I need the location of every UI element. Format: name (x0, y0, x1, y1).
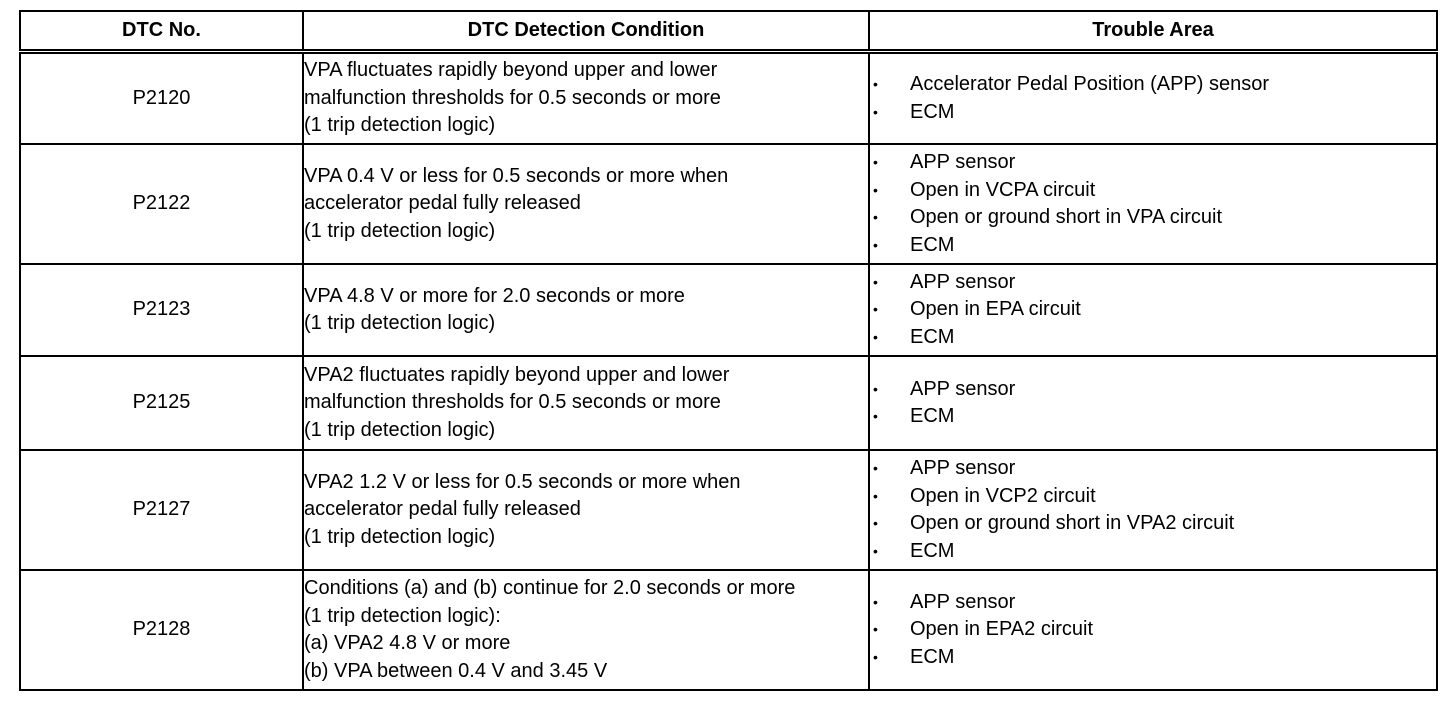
detection-condition (303, 52, 869, 145)
condition-line: malfunction thresholds for 0.5 seconds or more (304, 391, 721, 414)
trouble-area (869, 52, 1437, 145)
header-dtc-no: DTC No. (20, 11, 303, 52)
trouble-area-item: • Accelerator Pedal Position (APP) sensor (870, 71, 1436, 99)
condition-line: (1 trip detection logic): (304, 604, 501, 627)
trouble-area-item: • APP sensor (870, 589, 1436, 617)
condition-line: VPA2 fluctuates rapidly beyond upper and lower (304, 363, 730, 386)
trouble-area-item: • APP sensor (870, 376, 1436, 404)
dtc-code: P2122 (20, 144, 303, 264)
trouble-area-item: • Open or ground short in VPA2 circuit (870, 510, 1436, 538)
condition-line: Conditions (a) and (b) continue for 2.0 seconds or more (304, 577, 796, 599)
condition-line: malfunction thresholds for 0.5 seconds or more (304, 86, 721, 109)
table-row (20, 52, 1437, 145)
table-row (20, 570, 1437, 690)
trouble-area (869, 144, 1437, 264)
header-trouble-area: Trouble Area (869, 11, 1437, 52)
condition-line: (1 trip detection logic) (304, 418, 496, 441)
trouble-area (869, 356, 1437, 450)
trouble-area (869, 264, 1437, 356)
trouble-area-item: • ECM (870, 403, 1436, 431)
trouble-area (869, 570, 1437, 690)
dtc-code: P2127 (20, 450, 303, 570)
header-detection-condition: DTC Detection Condition (303, 11, 869, 52)
table-row (20, 356, 1437, 450)
trouble-area (869, 450, 1437, 570)
detection-condition (303, 356, 869, 450)
trouble-area-item: • Open in VCP2 circuit (870, 483, 1436, 511)
dtc-code: P2120 (20, 52, 303, 145)
trouble-area-item: • ECM (870, 538, 1436, 566)
condition-line: (1 trip detection logic) (304, 312, 496, 334)
condition-line: VPA2 1.2 V or less for 0.5 seconds or more when (304, 470, 741, 493)
condition-line: accelerator pedal fully released (304, 498, 581, 521)
detection-condition (303, 264, 869, 356)
table-row (20, 450, 1437, 570)
condition-line: VPA 0.4 V or less for 0.5 seconds or more when (304, 164, 729, 187)
trouble-area-item: • ECM (870, 644, 1436, 672)
trouble-area-item: • APP sensor (870, 455, 1436, 483)
condition-line: (a) VPA2 4.8 V or more (304, 632, 511, 654)
dtc-code: P2123 (20, 264, 303, 356)
condition-line: (b) VPA between 0.4 V and 3.45 V (304, 659, 608, 682)
trouble-area-item: • ECM (870, 324, 1436, 352)
condition-line: VPA 4.8 V or more for 2.0 seconds or more (304, 284, 685, 307)
trouble-area-item: • Open in VCPA circuit (870, 177, 1436, 205)
trouble-area-item: • Open in EPA circuit (870, 296, 1436, 324)
detection-condition (303, 450, 869, 570)
dtc-code: P2125 (20, 356, 303, 450)
trouble-area-item: • APP sensor (870, 149, 1436, 177)
trouble-area-item: • ECM (870, 99, 1436, 127)
condition-line: (1 trip detection logic) (304, 219, 496, 242)
dtc-table (19, 10, 1438, 691)
table-row (20, 264, 1437, 356)
trouble-area-item: • APP sensor (870, 269, 1436, 297)
detection-condition (303, 570, 869, 690)
trouble-area-item: • Open in EPA2 circuit (870, 616, 1436, 644)
table-row (20, 144, 1437, 264)
trouble-area-item: • Open or ground short in VPA circuit (870, 204, 1436, 232)
trouble-area-item: • ECM (870, 232, 1436, 260)
detection-condition (303, 144, 869, 264)
condition-line: accelerator pedal fully released (304, 192, 581, 215)
condition-line: VPA fluctuates rapidly beyond upper and lower (304, 59, 718, 82)
dtc-code: P2128 (20, 570, 303, 690)
condition-line: (1 trip detection logic) (304, 525, 496, 548)
header-row (20, 11, 1437, 52)
condition-line: (1 trip detection logic) (304, 114, 496, 137)
